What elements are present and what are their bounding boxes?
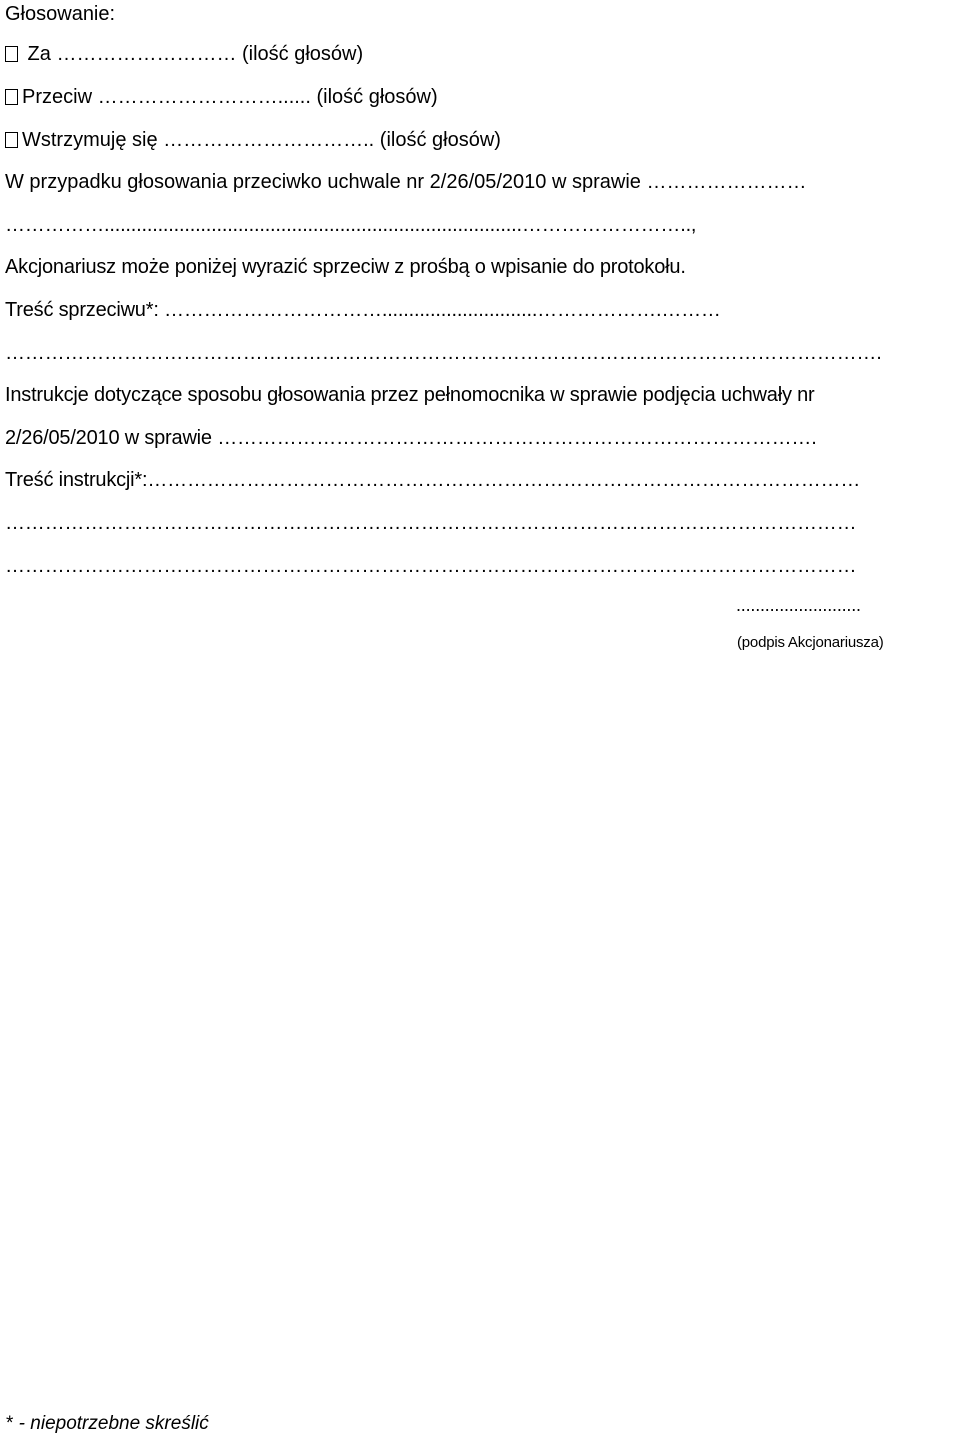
instructions-blank-line-2[interactable]: ………………………………………………………………………………………………………………… — [5, 555, 857, 577]
footnote-text: - niepotrzebne skreślić — [13, 1413, 209, 1434]
checkbox-abstain[interactable] — [5, 132, 18, 148]
signature-line[interactable]: .......................... — [736, 595, 861, 615]
footnote-star: * — [6, 1413, 14, 1434]
signature-label: (podpis Akcjonariusza) — [737, 634, 884, 651]
instructions-resolution-text: 2/26/05/2010 w sprawie — [5, 427, 218, 449]
against-resolution-continuation: ……………..............................................................................…………………….., — [5, 214, 697, 236]
vote-count-dots: ………………………...... — [97, 86, 311, 108]
checkbox-for[interactable] — [5, 46, 18, 62]
objection-label: Treść sprzeciwu*: — [5, 299, 165, 321]
checkbox-against[interactable] — [5, 89, 18, 105]
instructions-label: Treść instrukcji*: — [5, 469, 148, 491]
instructions-dots[interactable]: ……………………………………………………………………………………………… — [147, 469, 861, 491]
vote-option-label: Za — [22, 43, 57, 65]
vote-count-suffix: (ilość głosów) — [236, 43, 364, 65]
vote-option-for — [5, 42, 363, 66]
instructions-resolution-line — [5, 426, 817, 450]
objection-blank-line[interactable]: ……………………………………………………………………………………………………………………. — [5, 342, 882, 364]
against-resolution-line — [5, 170, 806, 194]
objection-dots[interactable]: …………………………….............................……………….……… — [164, 299, 721, 321]
vote-option-abstain — [5, 128, 501, 152]
vote-option-label: Przeciw — [22, 86, 98, 108]
vote-count-suffix: (ilość głosów) — [310, 86, 438, 108]
vote-count-dots: ……………………… — [56, 43, 237, 65]
instructions-heading: Instrukcje dotyczące sposobu głosowania przez pełnomocnika w sprawie podjęcia uchwały nr — [5, 384, 815, 406]
instructions-resolution-dots[interactable]: ………………………………………………………………………………. — [217, 427, 817, 449]
vote-count-dots: ………………………….. — [163, 129, 375, 151]
vote-option-against — [5, 85, 438, 109]
against-resolution-dots: …………………… — [646, 171, 807, 193]
voting-heading: Głosowanie: — [5, 3, 116, 25]
vote-option-label: Wstrzymuję się — [22, 129, 164, 151]
vote-count-suffix: (ilość głosów) — [374, 129, 501, 151]
objection-info: Akcjonariusz może poniżej wyrazić sprzeciw z prośbą o wpisanie do protokołu. — [5, 256, 686, 278]
instructions-content-line — [5, 468, 860, 492]
against-resolution-text: W przypadku głosowania przeciwko uchwale nr 2/26/05/2010 w sprawie — [5, 171, 647, 193]
instructions-blank-line-1[interactable]: ………………………………………………………………………………………………………………… — [5, 512, 857, 534]
objection-line — [5, 298, 721, 322]
footnote — [6, 1412, 209, 1436]
